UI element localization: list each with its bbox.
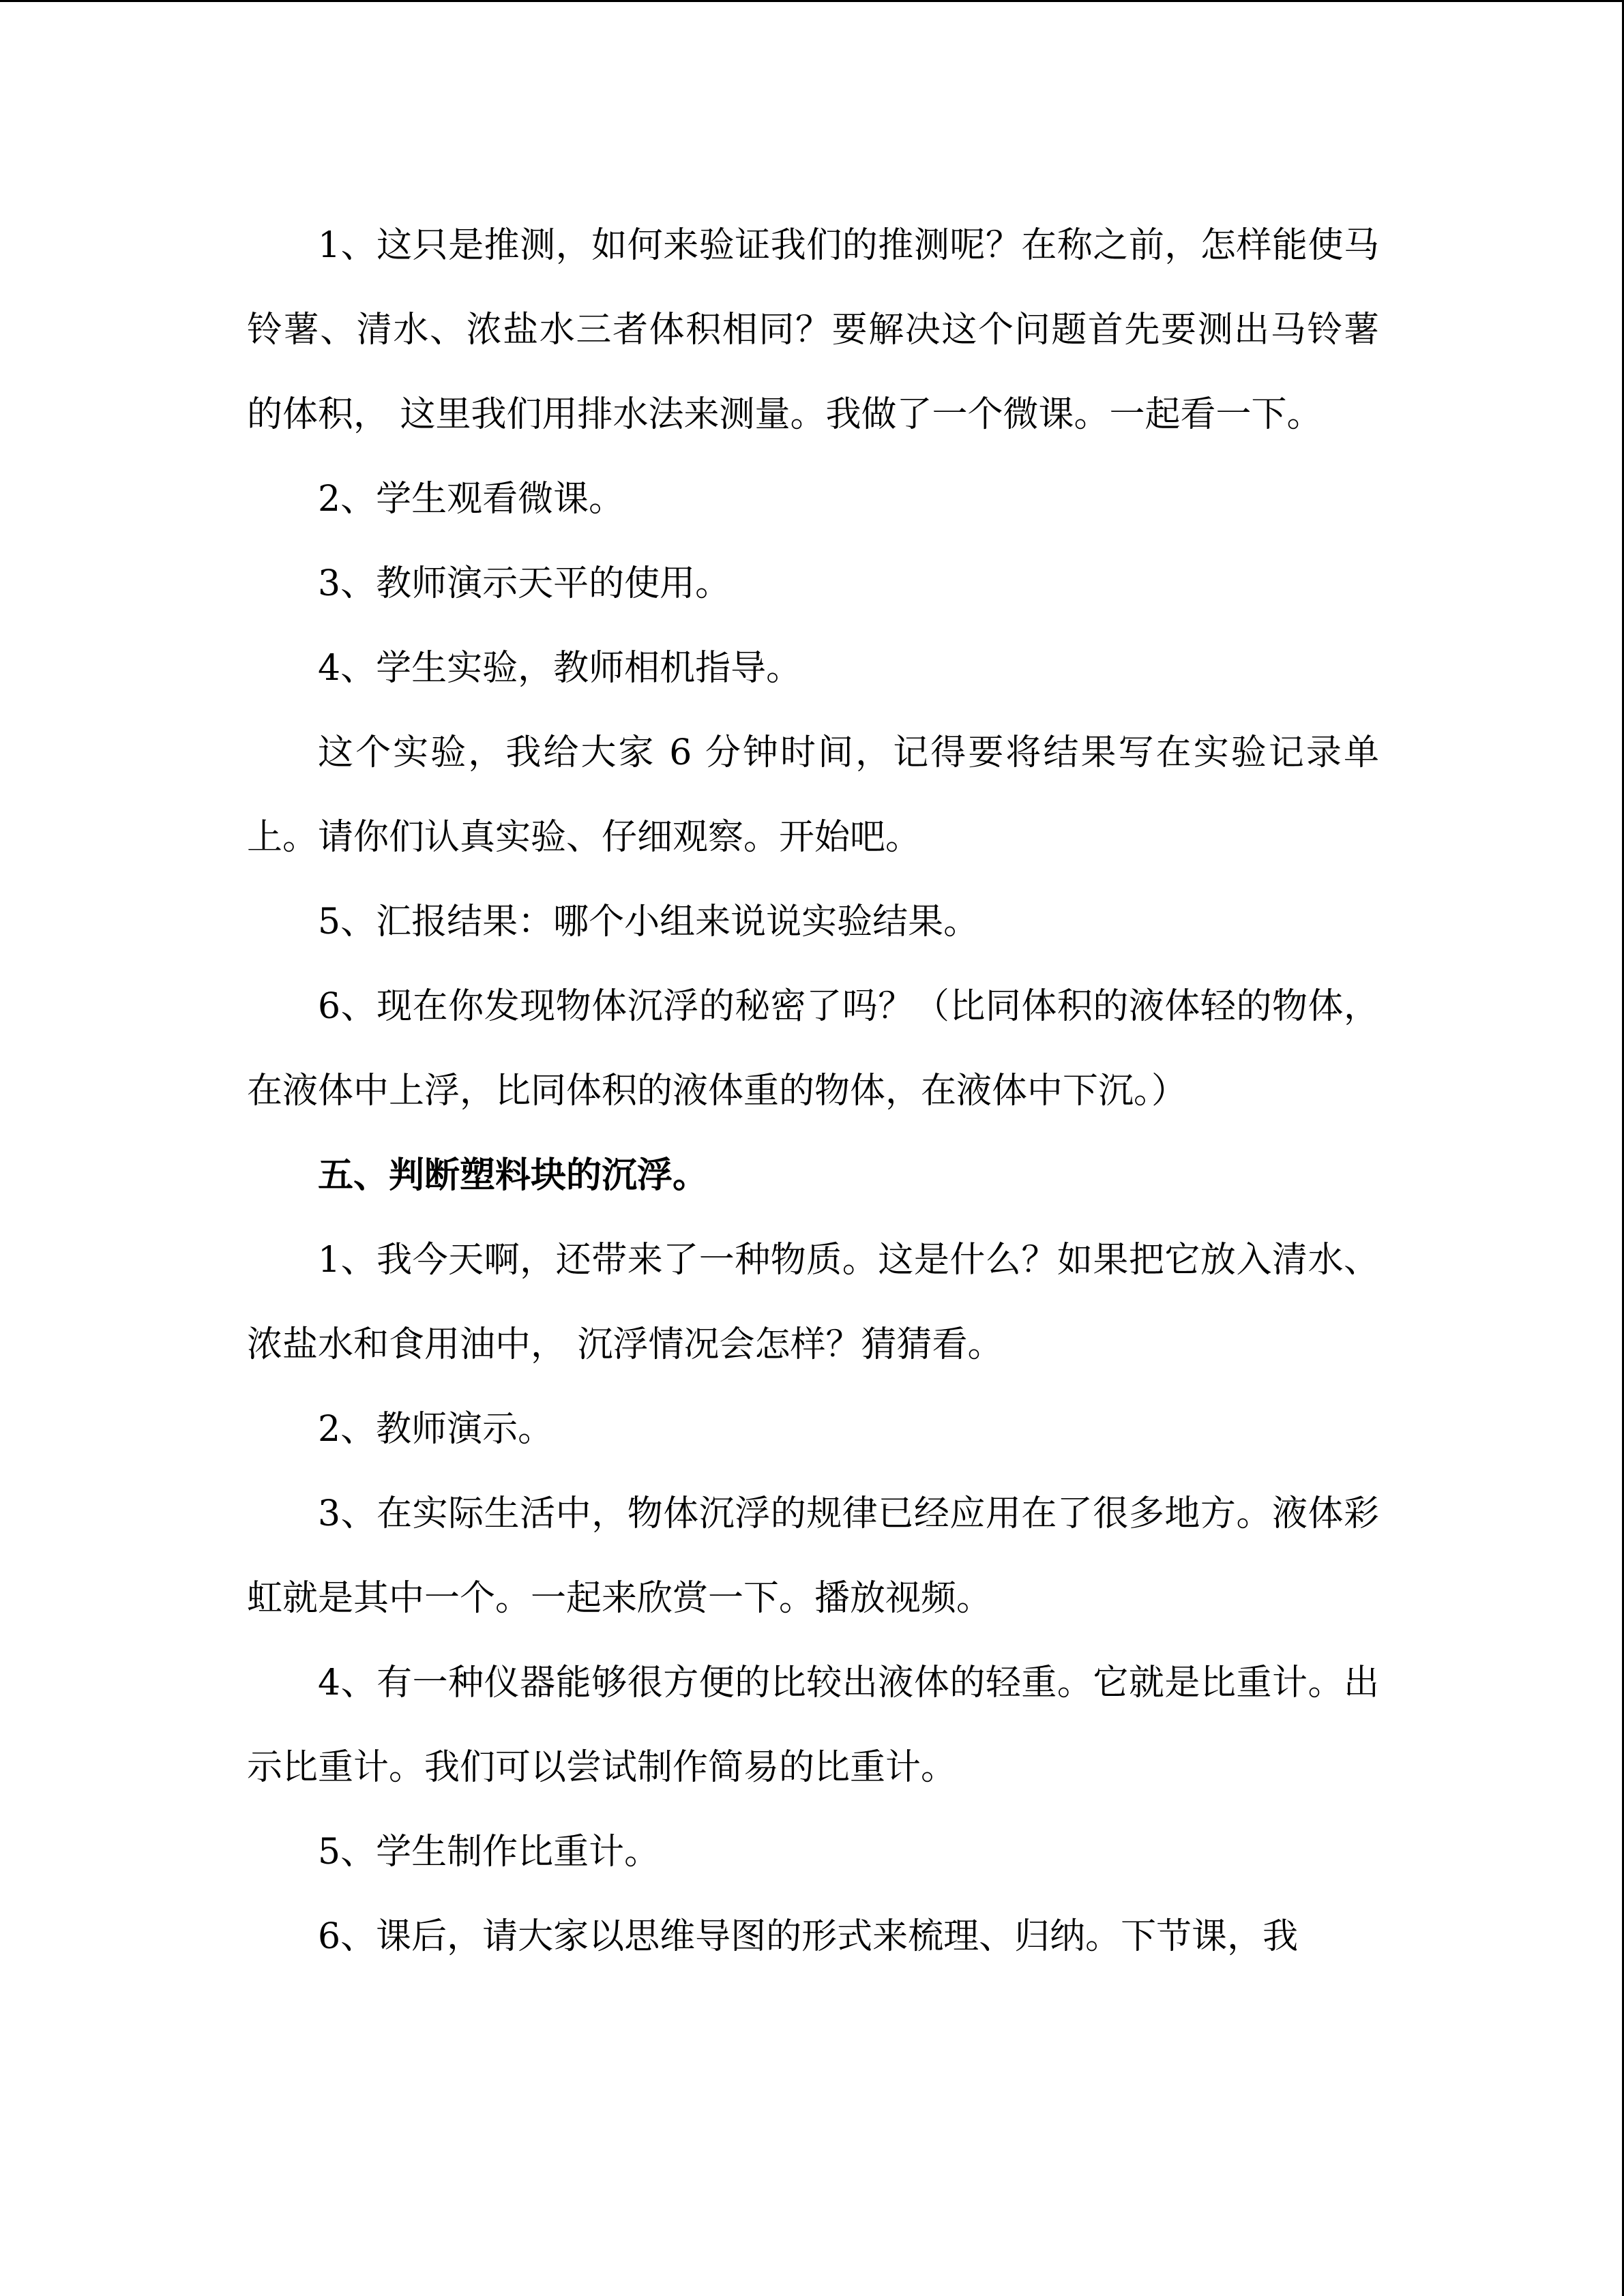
paragraph-2: 2、学生观看微课。 <box>318 479 625 520</box>
paragraph-1: 1、这只是推测，如何来验证我们的推测呢？在称之前，怎样能使马铃薯、清水、浓盐水三者体积相同？要解决这个问题首先要测出马铃薯的体积， 这里我们用排水法来测量。我做了一个微课。一起看一下。 <box>247 225 1379 435</box>
paragraph-6: 5、汇报结果：哪个小组来说说实验结果。 <box>318 901 979 942</box>
document-body <box>247 203 1379 1979</box>
paragraph-9: 2、教师演示。 <box>318 1409 554 1450</box>
paragraph-12: 5、学生制作比重计。 <box>318 1832 660 1873</box>
paragraph-4: 4、学生实验，教师相机指导。 <box>318 648 802 689</box>
paragraph-10: 3、在实际生活中，物体沉浮的规律已经应用在了很多地方。液体彩虹就是其中一个。一起来欣赏一下。播放视频。 <box>247 1493 1379 1619</box>
paragraph-7: 6、现在你发现物体沉浮的秘密了吗？（比同体积的液体轻的物体，在液体中上浮，比同体积的液体重的物体，在液体中下沉。） <box>247 986 1379 1112</box>
paragraph-13: 6、课后，请大家以思维导图的形式来梳理、归纳。下节课，我 <box>318 1916 1299 1957</box>
paragraph-3: 3、教师演示天平的使用。 <box>318 563 731 604</box>
paragraph-5: 这个实验，我给大家 6 分钟时间，记得要将结果写在实验记录单上。请你们认真实验、仔细观察。开始吧。 <box>247 732 1379 858</box>
paragraph-8: 1、我今天啊，还带来了一种物质。这是什么？如果把它放入清水、浓盐水和食用油中， 沉浮情况会怎样？猜猜看。 <box>247 1240 1379 1365</box>
section-heading: 五、判断塑料块的沉浮。 <box>318 1154 709 1196</box>
paragraph-11: 4、有一种仪器能够很方便的比较出液体的轻重。它就是比重计。出示比重计。我们可以尝试制作简易的比重计。 <box>247 1663 1379 1788</box>
